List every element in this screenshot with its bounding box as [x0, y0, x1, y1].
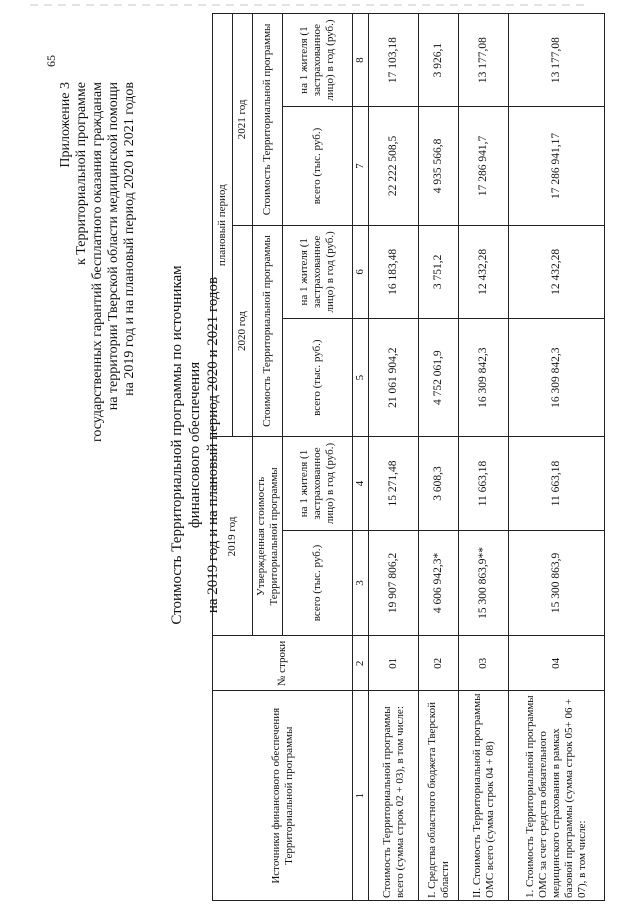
header-per-capita-2021: на 1 жителя (1 застрахованное лицо) в год (руб.) [283, 14, 353, 107]
cell-2021-per-capita: 17 103,18 [369, 14, 419, 107]
cell-2021-per-capita: 13 177,08 [509, 14, 605, 107]
cell-2020-total: 16 309 842,3 [509, 318, 605, 437]
cell-2019-total: 19 907 806,2 [369, 530, 419, 636]
cell-2021-total: 17 286 941,17 [509, 107, 605, 226]
cell-2019-per-capita: 11 663,18 [509, 437, 605, 530]
table-row [419, 14, 459, 901]
cell-2021-per-capita: 3 926,1 [419, 14, 459, 107]
cell-2020-total: 4 752 061,9 [419, 318, 459, 437]
header-per-capita-2019: на 1 жителя (1 застрахованное лицо) в год (руб.) [283, 437, 353, 530]
row-number: 03 [459, 636, 509, 691]
column-number: 2 [353, 636, 369, 691]
cell-2020-total: 21 061 904,2 [369, 318, 419, 437]
header-year-2021: 2021 год [233, 14, 253, 226]
row-number: 01 [369, 636, 419, 691]
cell-2019-total: 15 300 863,9 [509, 530, 605, 636]
header-year-2019: 2019 год [213, 437, 253, 636]
appendix-line: на территории Тверской области медицинской помощи [106, 82, 121, 411]
cell-2020-per-capita: 16 183,48 [369, 225, 419, 318]
cell-2021-total: 22 222 508,5 [369, 107, 419, 226]
cell-2020-per-capita: 3 751,2 [419, 225, 459, 318]
row-source-label: 1. Стоимость Территориальной программы ОМС за счет средств обязательного медицинского страхования в рамках базовой программы (сумма строк 05+ 06 + 07), в том числе: [509, 691, 605, 901]
table-row [459, 14, 509, 901]
row-source-label: Стоимость Территориальной программы всего (сумма строк 02 + 03), в том числе: [369, 691, 419, 901]
header-approved-cost: Утвержденная стоимость Территориальной программы [253, 437, 283, 636]
header-program-cost-2020: Стоимость Территориальной программы [253, 225, 283, 437]
row-source-label: I. Средства областного бюджета Тверской области [419, 691, 459, 901]
header-per-capita-2020: на 1 жителя (1 застрахованное лицо) в год (руб.) [283, 225, 353, 318]
cell-2019-total: 15 300 863,9** [459, 530, 509, 636]
appendix-line: Приложение 3 [58, 82, 73, 168]
cell-2019-per-capita: 11 663,18 [459, 437, 509, 530]
column-number: 1 [353, 691, 369, 901]
appendix-line: государственных гарантий бесплатного оказания гражданам [90, 82, 105, 443]
title-line-2: на 2019 год и на плановый период 2020 и 2021 годов [205, 276, 221, 614]
column-number: 8 [353, 14, 369, 107]
header-planned-period: плановый период [213, 14, 233, 437]
header-program-cost-2021: Стоимость Территориальной программы [253, 14, 283, 226]
appendix-header [58, 82, 138, 642]
row-source-label: II. Стоимость Территориальной программы ОМС всего (сумма строк 04 + 08) [459, 691, 509, 901]
cell-2020-per-capita: 12 432,28 [459, 225, 509, 318]
column-number: 5 [353, 318, 369, 437]
table-row [509, 14, 605, 901]
page-number: 65 [44, 55, 58, 67]
header-total-2019: всего (тыс. руб.) [283, 530, 353, 636]
row-number: 02 [419, 636, 459, 691]
cell-2021-total: 17 286 941,7 [459, 107, 509, 226]
column-number: 6 [353, 225, 369, 318]
cell-2019-total: 4 606 942,3* [419, 530, 459, 636]
row-number: 04 [509, 636, 605, 691]
column-number: 4 [353, 437, 369, 530]
cell-2021-total: 4 935 566,8 [419, 107, 459, 226]
header-sources: Источники финансового обеспечения Территориальной программы [213, 691, 353, 901]
header-year-2020: 2020 год [233, 225, 253, 437]
cost-table [212, 13, 605, 901]
header-total-2021: всего (тыс. руб.) [283, 107, 353, 226]
title-line-1: Стоимость Территориальной программы по источникам финансового обеспечения [169, 265, 203, 625]
cell-2019-per-capita: 15 271,48 [369, 437, 419, 530]
column-number: 3 [353, 530, 369, 636]
column-number: 7 [353, 107, 369, 226]
appendix-line: на 2019 год и на плановый период 2020 и 2021 годов [122, 82, 137, 396]
cell-2020-per-capita: 12 432,28 [509, 225, 605, 318]
appendix-line: к Территориальной программе [74, 82, 89, 266]
cell-2021-per-capita: 13 177,08 [459, 14, 509, 107]
table-row [369, 14, 419, 901]
cell-2020-total: 16 309 842,3 [459, 318, 509, 437]
header-total-2020: всего (тыс. руб.) [283, 318, 353, 437]
header-row-number: № строки [213, 636, 353, 691]
cell-2019-per-capita: 3 608,3 [419, 437, 459, 530]
